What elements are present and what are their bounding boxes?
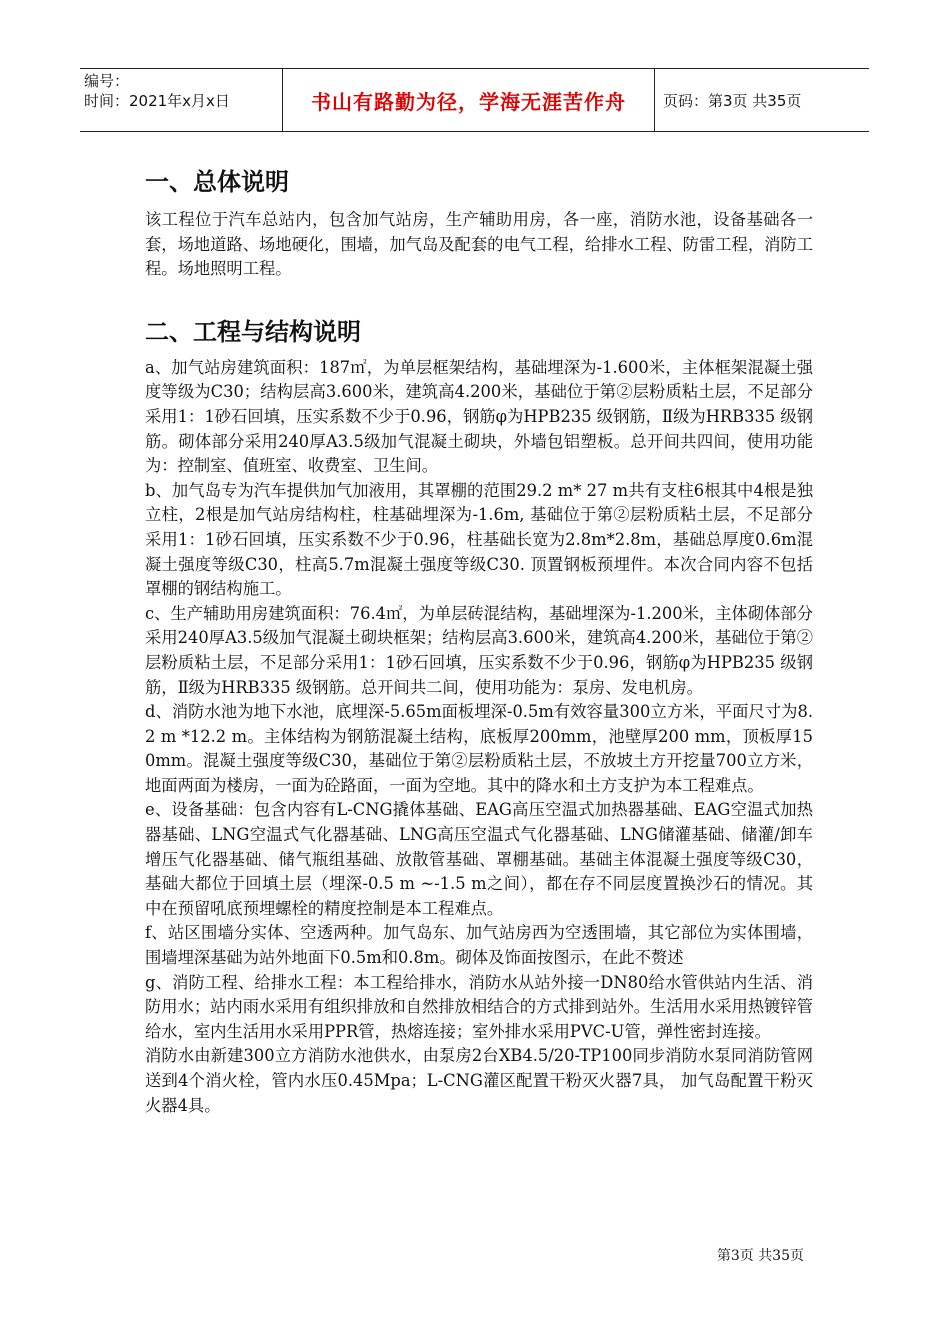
header-page-label: 页码：第3页 共35页: [663, 91, 802, 110]
header-motto-cell: [282, 69, 655, 131]
number-label: 编号：: [84, 72, 130, 90]
paragraph-fire-water: 消防水由新建300立方消防水池供水，由泵房2台XB4.5/20-TP100同步消防水泵同消防管网送到4个消火栓，管内水压0.45Mpa；L-CNG灌区配置干粉灭火器7具， 加气岛配置干粉灭火器4具。: [145, 1046, 813, 1115]
header-motto: 书山有路勤为径，学海无涯苦作舟: [311, 89, 626, 114]
header-page-cell: [655, 69, 869, 131]
paragraph-g: g、消防工程、给排水工程：本工程给排水，消防水从站外接一DN80给水管供站内生活、消防用水；站内雨水采用有组织排放和自然排放相结合的方式排到站外。生活用水采用热镀锌管给水，室内生活用水采用PPR管，热熔连接；室外排水采用PVC-U管，弹性密封连接。: [145, 972, 813, 1041]
time-label: 时间：2021年x月x日: [84, 92, 230, 110]
document-body: [145, 160, 813, 1118]
page-footer: 第3页 共35页: [716, 1248, 804, 1264]
paragraph-c: c、生产辅助用房建筑面积：76.4㎡，为单层砖混结构，基础埋深为-1.200米，主体砌体部分采用240厚A3.5级加气混凝土砌块框架；结构层高3.600米，建筑高4.200米，基础位于第②层粉质粘土层，不足部分采用1：1砂石回填，压实系数不少于0.96，钢筋φ为HPB235 级钢筋，Ⅱ级为HRB335 级钢筋。总开间共二间，使用功能为：泵房、发电机房。: [145, 603, 813, 697]
paragraph-a: a、加气站房建筑面积：187㎡，为单层框架结构，基础埋深为-1.600米，主体框架混凝土强度等级为C30；结构层高3.600米，建筑高4.200米，基础位于第②层粉质粘土层，不足部分采用1：1砂石回填，压实系数不少于0.96，钢筋φ为HPB235 级钢筋，Ⅱ级为HRB335 级钢筋。砌体部分采用240厚A3.5级加气混凝土砌块，外墙包铝塑板。总开间共四间，使用功能为：控制室、值班室、收费室、卫生间。: [145, 357, 813, 476]
paragraph-e: e、设备基础：包含内容有L-CNG撬体基础、EAG高压空温式加热器基础、EAG空温式加热器基础、LNG空温式气化器基础、LNG高压空温式气化器基础、LNG储灌基础、储灌/卸车增压气化器基础、储气瓶组基础、放散管基础、罩棚基础。基础主体混凝土强度等级C30，基础大都位于回填土层（埋深-0.5 m ~-1.5 m之间），都在存不同层度置换沙石的情况。其中在预留吼底预埋螺栓的精度控制是本工程难点。: [145, 800, 813, 918]
paragraph-b: b、加气岛专为汽车提供加气加液用，其罩棚的范围29.2 m* 27 m共有支柱6根其中4根是独立柱，2根是加气站房结构柱，柱基础埋深为-1.6m, 基础位于第②层粉质粘土层，不足部分采用1：1砂石回填，压实系数不少于0.96，柱基础长宽为2.8m*2.8m，基础总厚度0.6m混凝土强度等级C30，柱高5.7m混凝土强度等级C30. 顶置钢板预埋件。本次合同内容不包括罩棚的钢结构施工。: [145, 480, 813, 599]
paragraph-f: f、站区围墙分实体、空透两种。加气岛东、加气站房西为空透围墙，其它部位为实体围墙，围墙埋深基础为站外地面下0.5m和0.8m。砌体及饰面按图示，在此不赘述: [145, 923, 813, 968]
section-title-engineering: 二、工程与结构说明: [145, 317, 361, 346]
header-meta: [80, 69, 282, 131]
paragraph-d: d、消防水池为地下水池，底埋深-5.65m面板埋深-0.5m有效容量300立方米，平面尺寸为8.2 m *12.2 m。主体结构为钢筋混凝土结构，底板厚200mm，池壁厚200 mm，顶板厚150mm。混凝土强度等级C30，基础位于第②层粉质粘土层，不放坡土方开挖量700立方米，地面两面为楼房，一面为砼路面，一面为空地。其中的降水和土方支护为本工程难点。: [145, 702, 813, 795]
section-title-overview: 一、总体说明: [145, 168, 289, 196]
paragraph: 该工程位于汽车总站内，包含加气站房，生产辅助用房，各一座，消防水池，设备基础各一套，场地道路、场地硬化，围墙，加气岛及配套的电气工程，给排水工程、防雷工程，消防工程。场地照明工程。: [145, 210, 813, 279]
page-header: [80, 68, 869, 132]
